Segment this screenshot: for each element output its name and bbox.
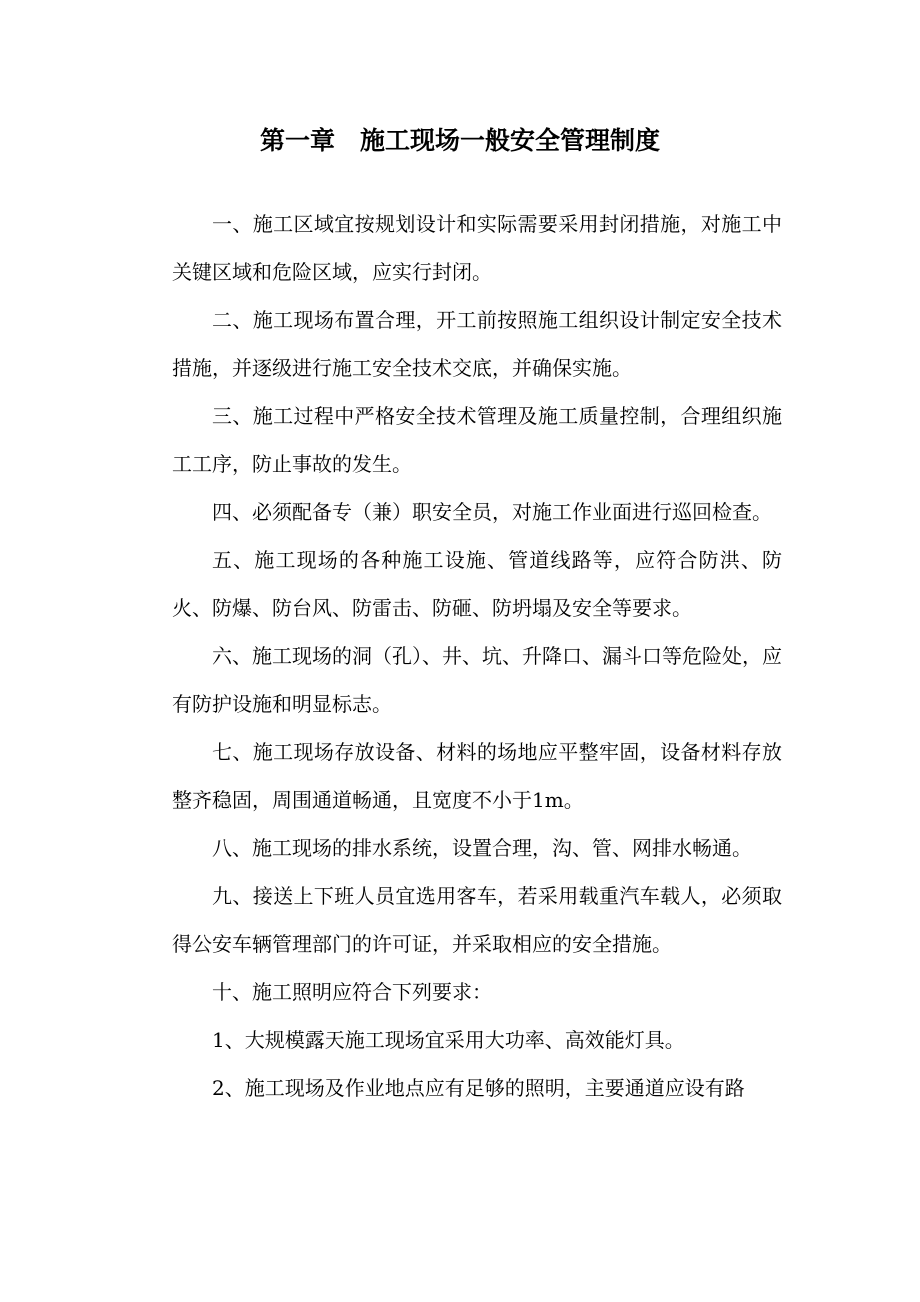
paragraph-12: 2、施工现场及作业地点应有足够的照明，主要通道应设有路 [212, 1076, 745, 1100]
paragraph-8: 八、施工现场的排水系统，设置合理，沟、管、网排水畅通。 [212, 836, 752, 860]
document-body [172, 200, 782, 1112]
paragraph-6: 六、施工现场的洞（孔）、井、坑、升降口、漏斗口等危险处，应有防护设施和明显标志。 [172, 644, 782, 716]
paragraph-9: 九、接送上下班人员宜选用客车，若采用载重汽车载人，必须取得公安车辆管理部门的许可证，并采取相应的安全措施。 [172, 884, 782, 956]
paragraph-11: 1、大规模露天施工现场宜采用大功率、高效能灯具。 [212, 1028, 685, 1052]
paragraph-3: 三、施工过程中严格安全技术管理及施工质量控制，合理组织施工工序，防止事故的发生。 [172, 404, 782, 476]
paragraph-2: 二、施工现场布置合理，开工前按照施工组织设计制定安全技术措施，并逐级进行施工安全技术交底，并确保实施。 [172, 308, 782, 380]
paragraph-7: 七、施工现场存放设备、材料的场地应平整牢固，设备材料存放整齐稳固，周围通道畅通，且宽度不小于1m。 [172, 740, 782, 812]
paragraph-4: 四、必须配备专（兼）职安全员，对施工作业面进行巡回检查。 [212, 500, 772, 524]
paragraph-10: 十、施工照明应符合下列要求： [212, 980, 492, 1004]
paragraph-5: 五、施工现场的各种施工设施、管道线路等，应符合防洪、防火、防爆、防台风、防雷击、防砸、防坍塌及安全等要求。 [172, 548, 782, 620]
chapter-title: 第一章 施工现场一般安全管理制度 [259, 126, 660, 155]
paragraph-1: 一、施工区域宜按规划设计和实际需要采用封闭措施，对施工中关键区域和危险区域，应实行封闭。 [172, 212, 782, 284]
